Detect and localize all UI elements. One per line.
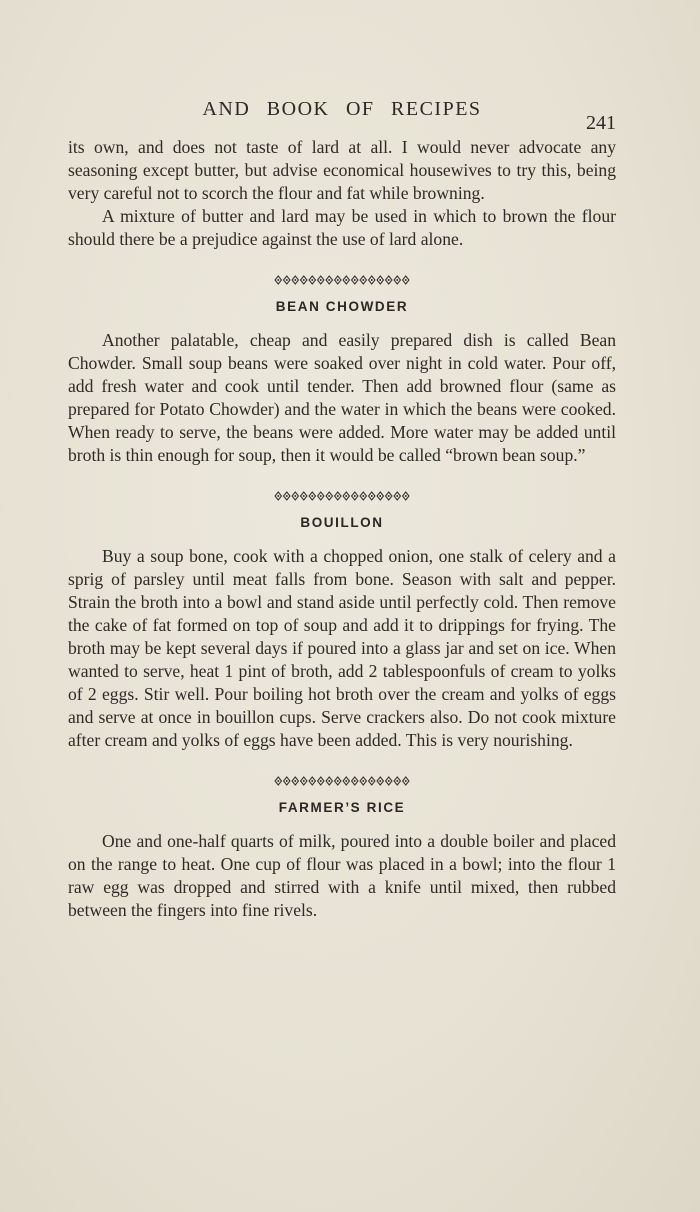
section-text-bouillon: Buy a soup bone, cook with a chopped onion, one stalk of celery and a sprig of parsley until meat falls from bone. Season with salt and pepper. Strain the broth into a bowl and stand aside until perfectly cold. Then remove the cake of fat formed on top of soup and add it to drippings for frying. The broth may be kept several days if poured into a glass jar and set on ice. When wanted to serve, heat 1 pint of broth, add 2 tablespoonfuls of cream to yolks of 2 eggs. Stir well. Pour boiling hot broth over the cream and yolks of eggs and serve at once in bouillon cups. Serve crackers also. Do not cook mixture after cream and yolks of eggs have been added. This is very nourishing. [68, 546, 616, 750]
intro-paragraph-2: A mixture of butter and lard may be used in which to brown the flour should there be a prejudice against the use of lard alone. [68, 206, 616, 249]
section-title-bean-chowder: BEAN CHOWDER [275, 299, 409, 314]
intro-paragraph-1: its own, and does not taste of lard at all. I would never advocate any seasoning except butter, but advise economical housewives to try this, being very careful not to scorch the flour and fat while browning. [68, 137, 616, 203]
section-title-bouillon: BOUILLON [300, 515, 384, 530]
page-number: 241 [586, 112, 616, 134]
diamond-chain-ornament-icon [272, 274, 412, 286]
book-page [68, 96, 616, 922]
ornament-divider [68, 489, 616, 503]
diamond-chain-ornament-icon [272, 490, 412, 502]
running-head-title: AND BOOK OF RECIPES [202, 98, 482, 120]
diamond-chain-ornament-icon [272, 775, 412, 787]
section-title-farmers-rice: FARMER’S RICE [278, 800, 406, 815]
ornament-divider [68, 774, 616, 788]
running-head [68, 96, 616, 136]
section-text-bean-chowder: Another palatable, cheap and easily prepared dish is called Bean Chowder. Small soup beans were soaked over night in cold water. Pour off, add fresh water and cook until tender. Then add browned flour (same as prepared for Potato Chowder) and the water in which the beans were cooked. When ready to serve, the beans were added. More water may be added until broth is thin enough for soup, then it would be called “brown bean soup.” [68, 330, 616, 465]
ornament-divider [68, 273, 616, 287]
section-text-farmers-rice: One and one-half quarts of milk, poured into a double boiler and placed on the range to heat. One cup of flour was placed in a bowl; into the flour 1 raw egg was dropped and stirred with a knife until mixed, then rubbed between the fingers into fine rivels. [68, 831, 616, 920]
